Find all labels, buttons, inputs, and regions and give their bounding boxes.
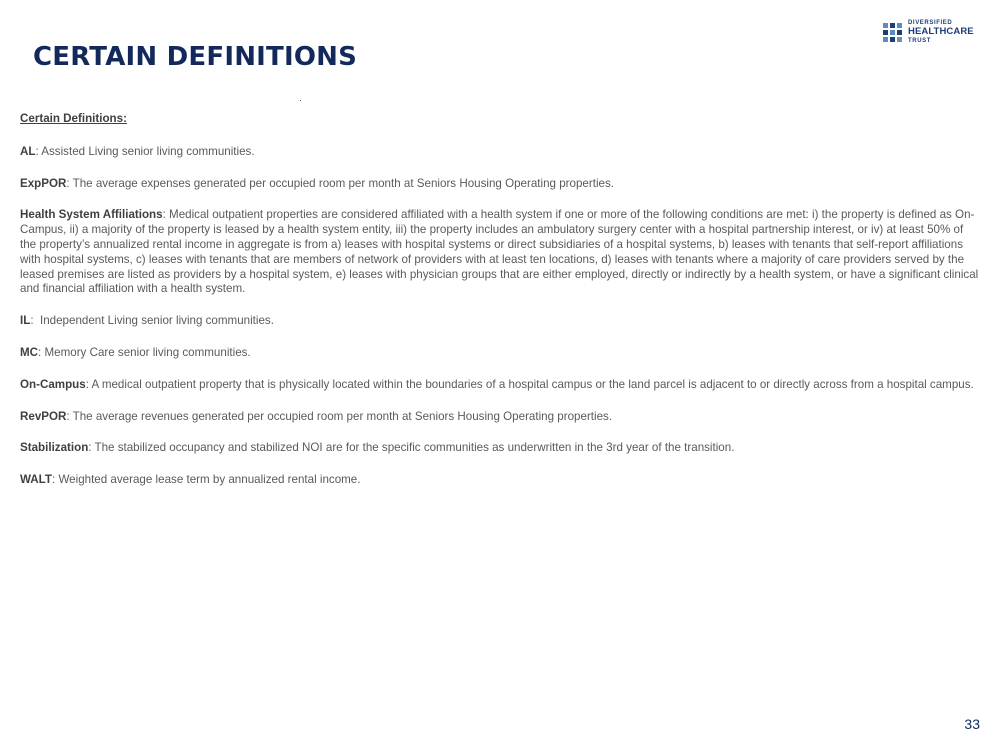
definition-term: Stabilization <box>20 441 89 455</box>
definition-term: IL <box>20 314 31 328</box>
definition-revpor <box>20 410 982 425</box>
definition-separator: : <box>66 409 73 423</box>
page-title: CERTAIN DEFINITIONS <box>33 42 358 72</box>
grid-squares-logo-icon <box>883 23 902 42</box>
definition-stabilization <box>20 441 982 456</box>
logo-line-2: HEALTHCARE <box>908 26 974 38</box>
company-logo <box>883 20 983 44</box>
definition-term: RevPOR <box>20 409 67 423</box>
definition-il <box>20 314 982 329</box>
definition-text: A medical outpatient property that is physically located within the boundaries of a hospital campus or the land parcel is adjacent to or directly across from a hospital campus. <box>91 377 974 391</box>
definition-exppor <box>20 177 982 192</box>
definition-separator: : <box>38 345 45 359</box>
definition-term: AL <box>20 144 36 158</box>
definition-term: ExpPOR <box>20 176 67 190</box>
definition-term: Health System Affiliations <box>20 208 163 222</box>
logo-line-1: DIVERSIFIED <box>908 20 953 27</box>
definition-separator: : <box>162 208 170 222</box>
definition-text: The average expenses generated per occupied room per month at Seniors Housing Operating properties. <box>72 176 614 190</box>
definition-text: Assisted Living senior living communities. <box>41 144 255 158</box>
definition-separator: : <box>85 377 92 391</box>
definitions-content <box>20 112 982 505</box>
section-heading: Certain Definitions: <box>20 112 127 125</box>
logo-line-3: TRUST <box>908 37 931 44</box>
definition-text: The stabilized occupancy and stabilized NOI are for the specific communities as underwritten in the 3rd year of the transition. <box>94 441 735 455</box>
definition-text: Weighted average lease term by annualized rental income. <box>58 473 361 487</box>
definition-walt <box>20 473 982 488</box>
stray-dot <box>300 100 301 101</box>
definition-separator: : <box>66 176 73 190</box>
definition-separator: : <box>88 441 95 455</box>
logo-wordmark <box>908 20 974 44</box>
definition-term: On-Campus <box>20 377 86 391</box>
page-number: 33 <box>964 716 980 732</box>
definition-text: Medical outpatient properties are considered affiliated with a health system if one or more of the following conditions are met: i) the property is defined as On-Campus, ii) a majority of the property is leased by a health system entity, iii) the property includes an ambulatory surgery center with a hospital partnership interest, or iv) at least 50% of the property’s annualized rental income in aggregate is from a) leases with hospital systems or direct subsidiaries of a hospital systems, b) leases with tenants that self-report affiliations with hospital systems, c) leases with tenants that are members of network of providers with at least ten locations, d) leases with tenants where a majority of care providers served by the leased premises are listed as providers by a hospital system, e) leases with physician groups that are either employed, directly or indirectly by a health system, or have a significant clinical and financial affiliation with a health system. <box>20 208 979 296</box>
definition-text: Memory Care senior living communities. <box>44 345 251 359</box>
definition-separator: : <box>35 144 42 158</box>
definition-term: WALT <box>20 473 52 487</box>
definition-text: The average revenues generated per occupied room per month at Seniors Housing Operating properties. <box>72 409 613 423</box>
definition-text: Independent Living senior living communities. <box>39 314 274 328</box>
definition-mc <box>20 346 982 361</box>
definition-health-system-affiliations <box>20 208 982 297</box>
definition-on-campus <box>20 378 982 393</box>
definition-term: MC <box>20 345 39 359</box>
definition-separator: : <box>51 473 59 487</box>
definition-separator: : <box>30 314 40 328</box>
definition-al <box>20 145 982 160</box>
